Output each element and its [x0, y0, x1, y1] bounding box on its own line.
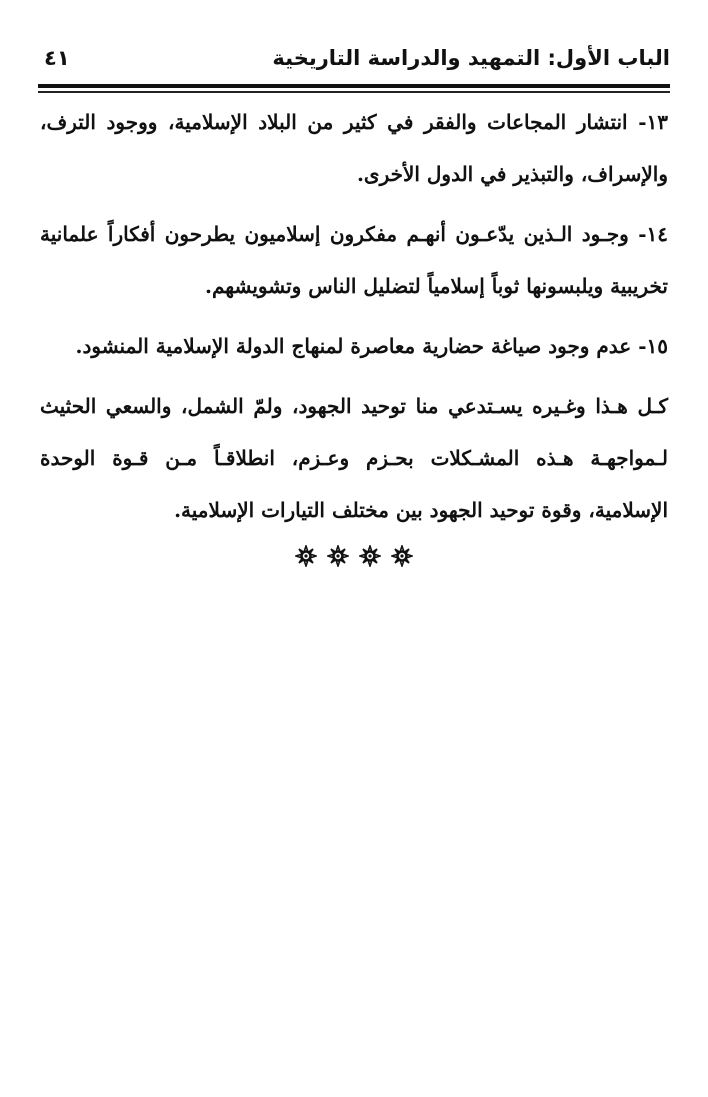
page-number: ٤١ [44, 46, 70, 70]
section-end-ornaments [0, 545, 708, 567]
header-rule [38, 84, 670, 88]
list-item: ١٣- انتشار المجاعات والفقر في كثير من البلاد الإسلامية، ووجود الترف، والإسراف، والتبذير في الدول الأخرى. [40, 110, 668, 186]
chapter-title: الباب الأول: التمهيد والدراسة التاريخية [272, 46, 670, 70]
flower-ornament-icon [295, 545, 317, 567]
header-rule-secondary [38, 91, 670, 93]
list-item: ١٤- وجـود الـذين يدّعـون أنهـم مفكرون إسلاميون يطرحون أفكاراً علمانية تخريبية ويلبسونها ثوباً إسلامياً لتضليل الناس وتشويشهم. [40, 222, 668, 298]
closing-paragraph: كـل هـذا وغـيره يسـتدعي منا توحيد الجهود، ولمّ الشمل، والسعي الحثيث لـمواجهـة هـذه المشـكلات بحـزم وعـزم، انطلاقـاً مـن قـوة الوحدة الإسلامية، وقوة توحيد الجهود بين مختلف التيارات الإسلامية. [40, 394, 668, 522]
list-item: ١٥- عدم وجود صياغة حضارية معاصرة لمنهاج الدولة الإسلامية المنشود. [75, 334, 668, 358]
flower-ornament-icon [391, 545, 413, 567]
page-body [40, 96, 668, 544]
flower-ornament-icon [327, 545, 349, 567]
page-header [38, 44, 670, 80]
flower-ornament-icon [359, 545, 381, 567]
